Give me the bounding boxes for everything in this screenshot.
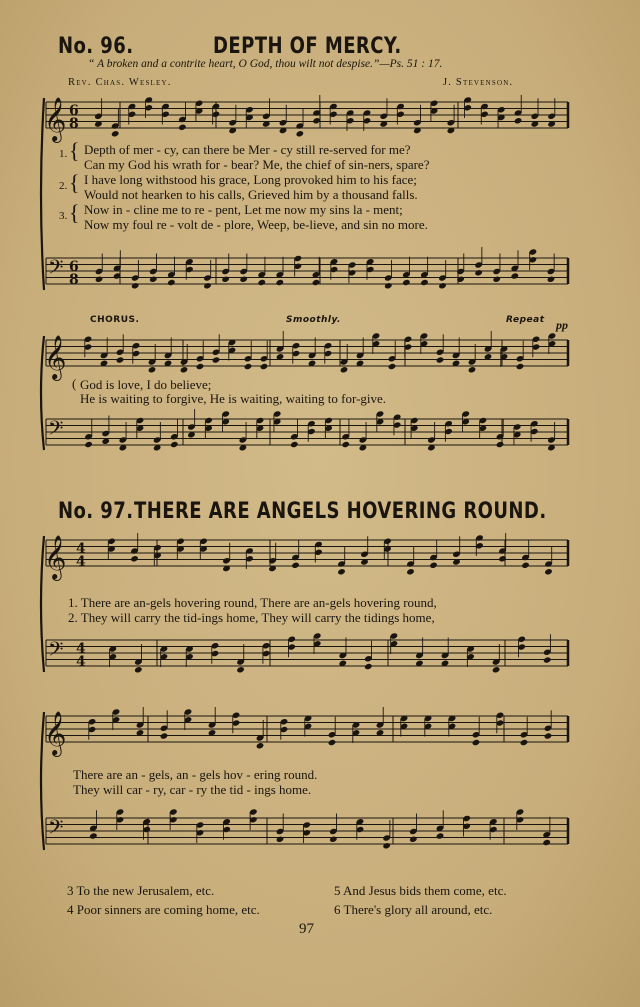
- hymn-96-composer: J. Stevenson.: [443, 77, 514, 88]
- note-head: [514, 117, 523, 124]
- note-head: [474, 269, 483, 276]
- bass-clef: 𝄢: [48, 637, 64, 666]
- note-head: [180, 366, 189, 373]
- repeat-label: Repeat: [506, 315, 545, 325]
- note-head: [402, 279, 411, 286]
- note-head: [276, 279, 285, 286]
- note-head: [409, 836, 418, 843]
- note-head: [382, 842, 391, 849]
- note-head: [468, 366, 477, 373]
- chorus-line: He is waiting to forgive, He is waiting, waiting to for-give.: [80, 391, 387, 406]
- note-head: [436, 832, 445, 839]
- note-head: [521, 562, 530, 569]
- verse-number: 3.: [59, 210, 68, 222]
- note-head: [257, 279, 266, 286]
- note-head: [516, 363, 525, 370]
- time-signature: 6: [69, 259, 79, 275]
- verse-brace: {: [69, 138, 80, 163]
- note-head: [492, 666, 501, 673]
- note-head: [492, 276, 501, 283]
- hymn-97-number: No. 97.: [58, 499, 134, 524]
- verse-line: Would not hearken to his calls, Grieved him by a thousand falls.: [84, 187, 418, 202]
- note-head: [438, 282, 447, 289]
- verse-line: Now in - cline me to re - pent, Let me now my sins la - ment;: [84, 202, 403, 217]
- note-head: [212, 356, 221, 363]
- note-head: [429, 562, 438, 569]
- chorus-brace: (: [72, 376, 77, 391]
- note-head: [340, 366, 349, 373]
- verse-line: They will car - ry, car - ry the tid - ings home.: [73, 782, 312, 797]
- note-head: [544, 732, 553, 739]
- time-signature: 4: [76, 554, 86, 570]
- note-head: [203, 282, 212, 289]
- note-head: [544, 568, 553, 575]
- bass-clef: 𝄢: [48, 416, 64, 445]
- note-head: [244, 363, 253, 370]
- note-head: [328, 739, 337, 746]
- verse-brace: {: [69, 200, 80, 225]
- note-head: [167, 279, 176, 286]
- bass-clef: 𝄢: [48, 255, 64, 284]
- note-head: [472, 739, 481, 746]
- chorus-line: God is love, I do believe;: [80, 377, 212, 392]
- note-head: [148, 366, 157, 373]
- note-head: [170, 441, 179, 448]
- note-head: [236, 666, 245, 673]
- note-head: [239, 276, 248, 283]
- note-head: [290, 441, 299, 448]
- note-head: [520, 739, 529, 746]
- hymn-97-title: THERE ARE ANGELS HOVERING ROUND.: [134, 499, 547, 524]
- note-head: [256, 742, 265, 749]
- note-head: [196, 363, 205, 370]
- verse-brace: {: [69, 170, 80, 195]
- treble-clef: 𝄞: [44, 97, 67, 141]
- note-head: [388, 363, 397, 370]
- note-head: [547, 276, 556, 283]
- note-head: [130, 555, 139, 562]
- note-head: [95, 276, 104, 283]
- time-signature: 8: [69, 116, 79, 132]
- note-head: [341, 441, 350, 448]
- note-head: [291, 562, 300, 569]
- note-head: [384, 282, 393, 289]
- note-head: [221, 276, 230, 283]
- verse-line: I have long withstood his grace, Long provoked him to his face;: [84, 172, 417, 187]
- extra-verse: 3 To the new Jerusalem, etc.: [67, 883, 215, 898]
- treble-clef: 𝄞: [44, 335, 67, 379]
- verse-number: 2.: [59, 180, 68, 192]
- extra-verse: 6 There's glory all around, etc.: [334, 902, 493, 917]
- verse-line: 1. There are an-gels hovering round, There are an-gels hovering round,: [68, 595, 437, 610]
- note-head: [116, 356, 125, 363]
- verse-line: Can my God his wrath for - bear? Me, the chief of sin-ners, spare?: [84, 157, 430, 172]
- note-head: [89, 832, 98, 839]
- note-head: [329, 836, 338, 843]
- note-head: [84, 441, 93, 448]
- time-signature: 8: [69, 272, 79, 288]
- treble-clef: 𝄞: [44, 535, 67, 579]
- note-head: [131, 282, 140, 289]
- note-head: [296, 130, 305, 137]
- note-head: [134, 666, 143, 673]
- note-head: [337, 568, 346, 575]
- verse-line: There are an - gels, an - gels hov - ering round.: [73, 767, 318, 782]
- note-head: [420, 279, 429, 286]
- verse-line: 2. They will carry the tid-ings home, They will carry the tidings home,: [68, 610, 435, 625]
- note-head: [312, 279, 321, 286]
- chorus-label: CHORUS.: [90, 315, 140, 325]
- note-head: [260, 363, 269, 370]
- note-head: [178, 124, 187, 131]
- hymn-96-epigraph: “ A broken and a contrite heart, O God, thou wilt not despise.”—Ps. 51 : 17.: [88, 58, 443, 70]
- note-head: [542, 839, 551, 846]
- note-head: [160, 732, 169, 739]
- note-head: [436, 356, 445, 363]
- treble-clef: 𝄞: [44, 711, 67, 755]
- bass-clef: 𝄢: [48, 815, 64, 844]
- note-head: [111, 130, 120, 137]
- extra-verse: 5 And Jesus bids them come, etc.: [334, 883, 507, 898]
- note-head: [406, 568, 415, 575]
- note-head: [364, 663, 373, 670]
- hymn-96-number: No. 96.: [58, 34, 134, 59]
- note-head: [496, 441, 505, 448]
- dynamic-marking: pp: [556, 318, 568, 332]
- hymn-96-title: DEPTH OF MERCY.: [213, 34, 402, 59]
- page-number: 97: [299, 921, 314, 937]
- verse-line: Now my foul re - volt de - plore, Weep, be-lieve, and sin no more.: [84, 217, 428, 232]
- smoothly-label: Smoothly.: [286, 315, 341, 325]
- note-head: [543, 656, 552, 663]
- time-signature: 6: [69, 103, 79, 119]
- verse-line: Depth of mer - cy, can there be Mer - cy still re-served for me?: [84, 142, 411, 157]
- note-head: [276, 836, 285, 843]
- time-signature: 4: [76, 641, 86, 657]
- hymn-96-author: Rev. Chas. Wesley.: [68, 77, 172, 88]
- time-signature: 4: [76, 541, 86, 557]
- time-signature: 4: [76, 654, 86, 670]
- note-head: [149, 276, 158, 283]
- note-head: [511, 272, 520, 279]
- extra-verse: 4 Poor sinners are coming home, etc.: [67, 902, 260, 917]
- verse-number: 1.: [59, 148, 68, 160]
